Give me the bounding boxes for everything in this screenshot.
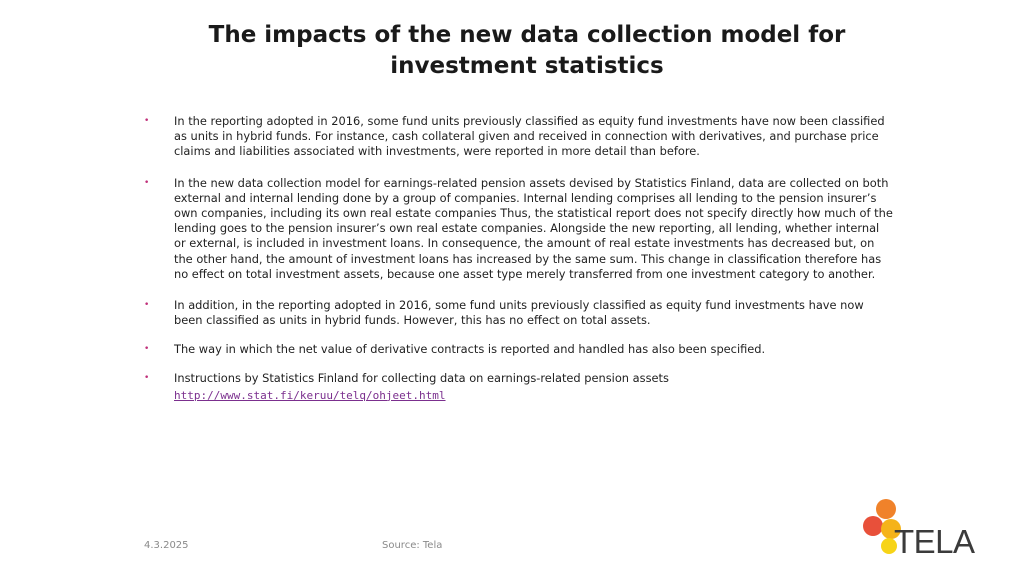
bullet-marker: • [144, 344, 150, 355]
bullet-item [143, 298, 893, 328]
bullet-item [143, 176, 893, 282]
bullet-marker: • [144, 372, 150, 383]
footer-source: Source: Tela [382, 540, 443, 551]
bullet-marker: • [144, 177, 150, 188]
bullet-text: In the new data collection model for earnings-related pension assets devised by Statistics Finland, data are collected on both external and internal lending done by a group of companies. Internal lending comprises all lending to the pension insurer’s own companies, including its own real estate companies Thus, the statistical report does not specify directly how much of the lending goes to the pension insurer’s own real estate companies. Alongside the new reporting, all lending, whether internal or external, is included in investment loans. In consequence, the amount of real estate investments has decreased but, on the other hand, the amount of investment loans has increased by the same sum. This change in classification therefore has no effect on total investment assets, because one asset type merely transferred from one investment category to another. [174, 175, 893, 281]
bullet-item [143, 371, 893, 403]
statistics-finland-link[interactable]: http://www.stat.fi/keruu/telq/ohjeet.html [174, 388, 446, 402]
bullet-text: Instructions by Statistics Finland for collecting data on earnings-related pension assets [174, 370, 669, 385]
logo-circle-red [863, 516, 883, 536]
logo-wordmark: TELA [894, 523, 975, 560]
bullet-item [143, 342, 893, 357]
bullet-list [143, 114, 893, 403]
bullet-text: In addition, in the reporting adopted in 2016, some fund units previously classified as equity fund investments have now been classified as units in hybrid funds. However, this has no effect on total assets. [174, 298, 864, 328]
bullet-item [143, 114, 893, 160]
footer-date: 4.3.2025 [144, 540, 189, 551]
bullet-text: The way in which the net value of derivative contracts is reported and handled has also been specified. [174, 342, 766, 357]
bullet-marker: • [144, 116, 150, 126]
slide-title: The impacts of the new data collection model for investment statistics [208, 22, 846, 79]
bullet-marker: • [144, 300, 150, 311]
logo-circle-orange [876, 499, 896, 519]
bullet-text: In the reporting adopted in 2016, some fund units previously classified as equity fund investments have now been classified as units in hybrid funds. For instance, cash collateral given and received in connection with derivatives, and purchase price claims and liabilities associated with investments, were reported in more detail than before. [174, 114, 885, 159]
